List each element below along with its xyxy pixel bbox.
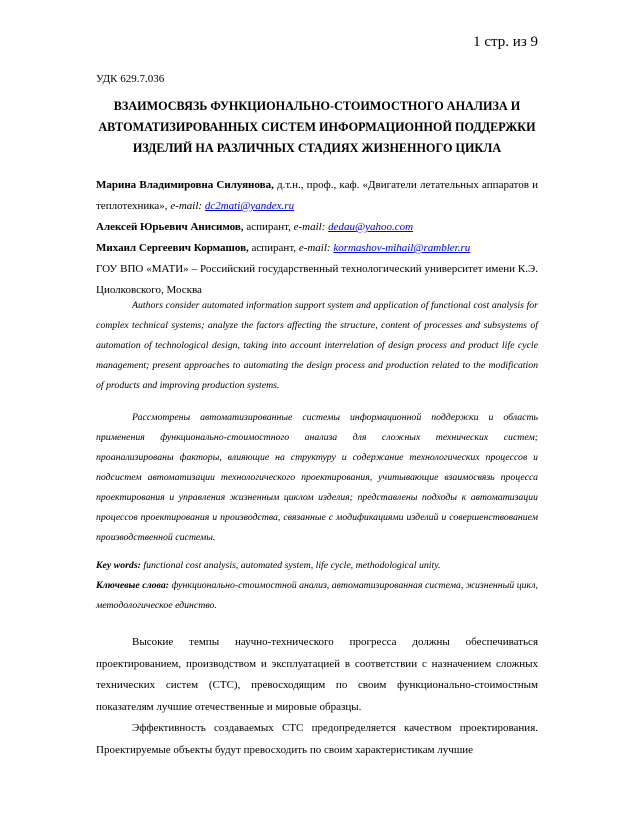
keywords-english (96, 556, 538, 576)
udk-code: УДК 629.7.036 (96, 73, 165, 85)
paper-title: ВЗАИМОСВЯЗЬ ФУНКЦИОНАЛЬНО-СТОИМОСТНОГО АНАЛИЗА И АВТОМАТИЗИРОВАННЫХ СИСТЕМ ИНФОРМАЦИОННОЙ ПОДДЕРЖКИ ИЗДЕЛИЙ НА РАЗЛИЧНЫХ СТАДИЯХ ЖИЗНЕННОГО ЦИКЛА (98, 99, 536, 155)
keywords-text: functional cost analysis, automated system, life cycle, methodological unity. (140, 560, 441, 571)
body-paragraph: Высокие темпы научно-технического прогресса должны обеспечиваться проектированием, производством и эксплуатацией в соответствии с назначением сложных технических систем (СТС), превосходящим по своим функционально-стоимостным показателям лучшие отечественные и мировые образцы. (96, 636, 538, 713)
abstract-english-text: Authors consider automated information support system and application of functional cost analysis for complex technical systems; analyze the factors affecting the structure, content of processes and subsystems of automation of technological design, taking into account interrelation of design process and product life cycle management; present approaches to automating the design process and production related to the modification of products and improving production systems. (96, 300, 538, 391)
author-details: аспирант, (248, 242, 299, 254)
abstract-english (96, 296, 538, 396)
body-text (96, 632, 538, 761)
abstract-russian (96, 408, 538, 548)
author-details: аспирант, (243, 221, 294, 233)
author-email-link[interactable]: dedau@yahoo.com (328, 221, 414, 233)
keywords-label: Ключевые слова: (96, 580, 169, 591)
author-name: Марина Владимировна Силуянова, (96, 179, 274, 191)
author-email-link[interactable]: kormashov-mihail@rambler.ru (333, 242, 471, 254)
author-email-link[interactable]: dc2mati@yandex.ru (204, 200, 295, 212)
email-label: e-mail: (293, 221, 329, 233)
author-name: Михаил Сергеевич Кормашов, (96, 242, 249, 254)
page-number: 1 стр. из 9 (473, 34, 538, 50)
email-label: e-mail: (170, 200, 205, 212)
author-1 (96, 175, 538, 217)
author-3 (96, 238, 538, 259)
author-name: Алексей Юрьевич Анисимов, (96, 221, 244, 233)
author-details: д.т.н., проф., каф. «Двигатели летательных аппаратов и теплотехника», (96, 179, 538, 212)
body-paragraph: Эффективность создаваемых СТС предопределяется качеством проектирования. Проектируемые объекты будут превосходить по своим характеристикам лучшие (96, 722, 538, 756)
abstract-russian-text: Рассмотрены автоматизированные системы информационной поддержки и область применения функционально-стоимостного анализа для сложных технических систем; проанализированы факторы, влияющие на структуру и содержание технологических процессов и подсистем автоматизации технологического проектирования, учитывающие взаимосвязь процесса проектирования и управления жизненным циклом изделия; представлены подходы к автоматизации процессов проектирования и производства, связанные с модификациями изделий и совершенствованием производственной системы. (96, 412, 538, 543)
affiliation: ГОУ ВПО «МАТИ» – Российский государственный технологический университет имени К.Э. Циолковского, Москва (96, 263, 538, 296)
email-label: e-mail: (298, 242, 334, 254)
keywords-label: Key words: (96, 560, 141, 571)
authors-block (96, 175, 538, 301)
keywords-text: функционально-стоимостной анализ, автоматизированная система, жизненный цикл, методологическое единство. (96, 580, 538, 611)
author-2 (96, 217, 538, 238)
keywords-russian (96, 576, 538, 616)
